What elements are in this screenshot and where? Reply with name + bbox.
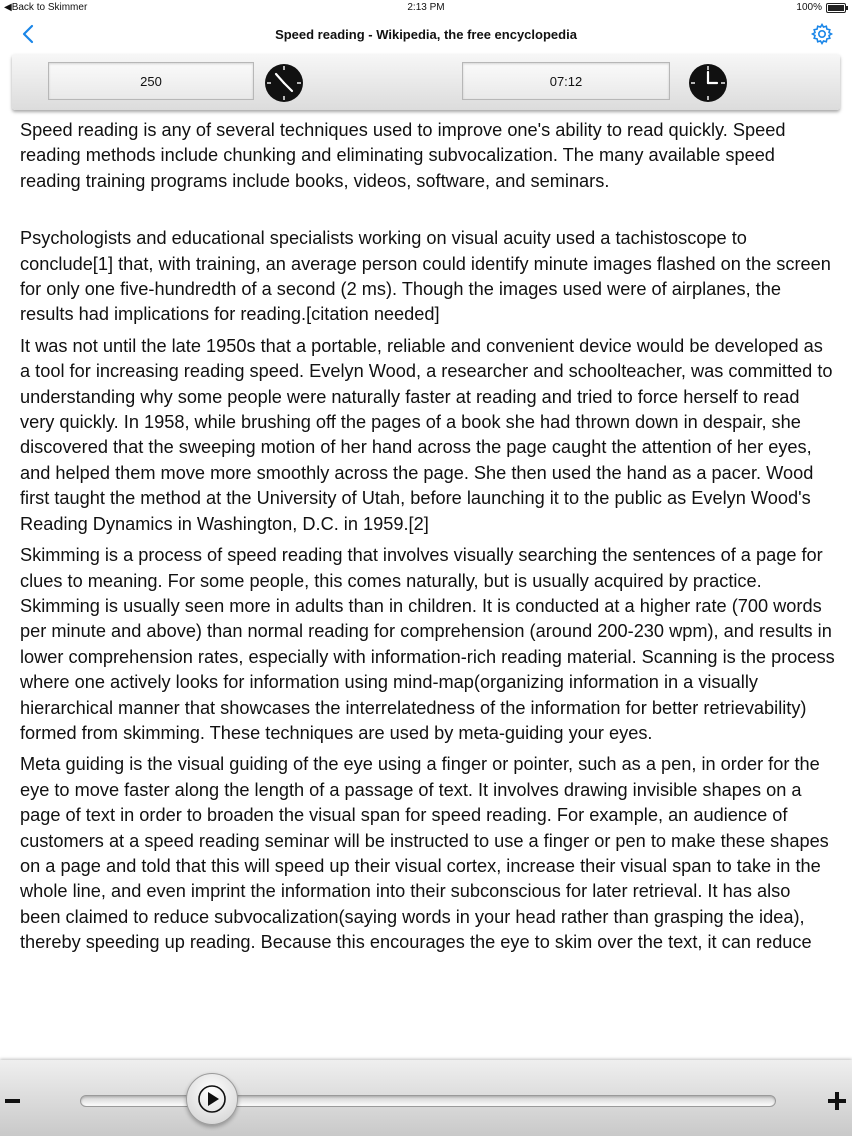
gear-icon[interactable]: [810, 22, 834, 46]
article-paragraph: Meta guiding is the visual guiding of the eye using a finger or pointer, such as a pen, in order for the eye to move faster along the length of a passage of text. It involves drawing invisible shapes on a page of text in order to broaden the visual span for speed reading. For example, an audience of customers at a speed reading seminar will be instructed to use a finger or pen to make these shapes on a page and told that this will speed up their visual cortex, increase their visual span to take in the whole line, and even imprint the information into their subconscious for later retrieval. It has also been claimed to reduce subvocalization(saying words in your head rather than grasping the idea), thereby speeding up reading. Because this encourages the eye to skim over the text, it can reduce: [20, 754, 829, 953]
timer-value: 07:12: [549, 73, 583, 89]
article-paragraph: It was not until the late 1950s that a portable, reliable and convenient device would be developed as a tool for increasing reading speed. Evelyn Wood, a researcher and schoolteacher, was committed to understanding why some people were naturally faster at reading and tried to force herself to read very quickly. In 1958, while brushing off the pages of a book she had thrown down in despair, she discovered that the sweeping motion of her hand across the page caught the attention of her eyes, and helped them move more smoothly across the page. She then used the hand as a pacer. Wood first taught the method at the University of Utah, before launching it to the public as Evelyn Wood's Reading Dynamics in Washington, D.C. in 1959.[2]: [20, 335, 833, 534]
back-to-app-link[interactable]: ◀Back to Skimmer: [4, 2, 88, 13]
timer-field[interactable]: [462, 62, 670, 100]
battery-percent: 100%: [796, 2, 822, 13]
status-bar: [0, 0, 852, 16]
battery-indicator: [796, 2, 846, 13]
page-title: Speed reading - Wikipedia, the free encyclopedia: [275, 27, 577, 42]
wpm-field[interactable]: [48, 62, 254, 100]
back-to-app-label: Back to Skimmer: [11, 2, 88, 13]
reading-toolbar: [12, 54, 840, 110]
wpm-value: 250: [140, 73, 162, 89]
article-paragraph: Skimming is a process of speed reading that involves visually searching the sentences of a page for clues to meaning. For some people, this comes naturally, but is usually acquired by practice. Skimming is usually seen more in adults than in children. It is conducted at a higher rate (700 words per minute and above) than normal reading for comprehension (around 200-230 wpm), and results in lower comprehension rates, especially with information-rich reading material. Scanning is the process where one actively looks for information using mind-map(organizing information in a visually hierarchical manner that showcases the interrelatedness of the information for better retrievability) formed from skimming. These techniques are used by meta-guiding your eyes.: [20, 545, 835, 743]
article-paragraph: Psychologists and educational specialists working on visual acuity used a tachistoscope to conclude[1] that, with training, an average person could identify minute images flashed on the screen for only one five-hundredth of a second (2 ms). Though the images used were of airplanes, the results had implications for reading.[citation needed]: [20, 228, 831, 325]
status-time: 2:13 PM: [407, 2, 445, 13]
play-icon: [197, 1084, 227, 1114]
article-paragraph: Speed reading is any of several techniques used to improve one's ability to read quickly. Speed reading methods include chunking and eliminating subvocalization. The many available speed reading training programs include books, videos, software, and seminars.: [20, 120, 786, 191]
progress-slider[interactable]: [80, 1095, 776, 1107]
article-content[interactable]: [20, 118, 835, 1056]
nav-bar: [0, 16, 852, 52]
player-bar: [0, 1060, 852, 1136]
timer-clock-icon[interactable]: [688, 63, 728, 103]
decrease-speed-button[interactable]: [5, 1099, 20, 1103]
increase-speed-button[interactable]: [828, 1092, 846, 1110]
speed-clock-icon[interactable]: [264, 63, 304, 103]
play-button[interactable]: [186, 1073, 238, 1125]
battery-icon: [826, 3, 846, 13]
